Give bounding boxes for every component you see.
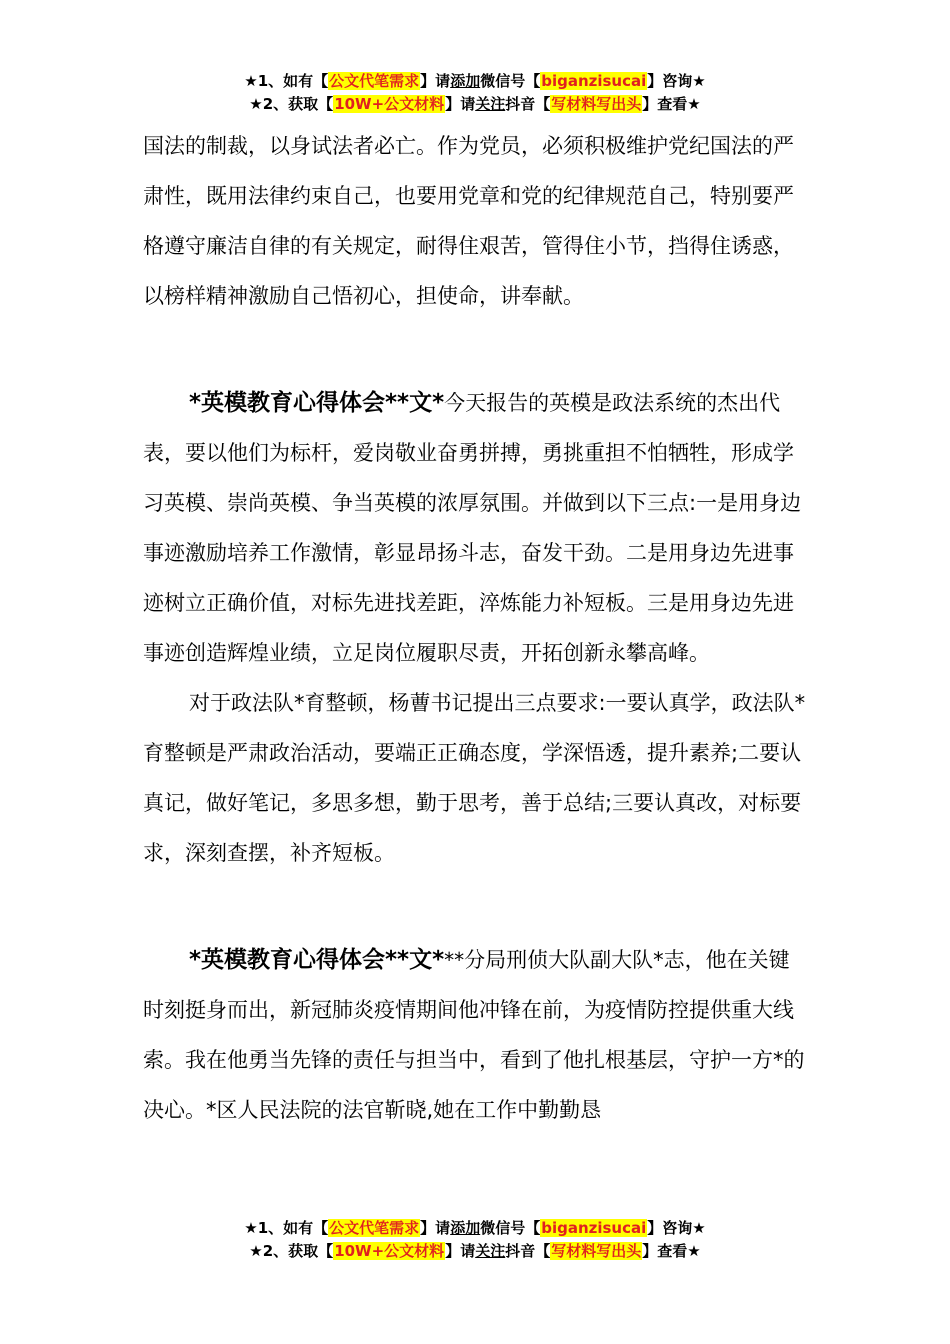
banner-text: 】查看★ — [642, 1242, 701, 1260]
highlight-badge: 公文代笔需求 — [329, 72, 420, 90]
banner-underlined-text: 添加 — [450, 1219, 481, 1237]
paragraph-2 — [143, 378, 808, 678]
banner-text: 】请 — [445, 95, 476, 113]
banner-line-2 — [0, 93, 950, 116]
paragraph-4-text: 分局刑侦大队副大队*志，他在关键时刻挺身而出，新冠肺炎疫情期间他冲锋在前，为疫情防控提供重大线索。我在他勇当先锋的责任与担当中，看到了他扎根基层，守护一方*的决心。*区人民法院的法官靳晓,她在工作中勤勤恳 — [143, 948, 805, 1122]
paragraph-gap — [143, 321, 808, 378]
banner-line-2 — [0, 1240, 950, 1263]
paragraph-2-text: 今天报告的英模是政法系统的杰出代表，要以他们为标杆，爱岗敬业奋勇拼搏，勇挑重担不怕牺牲，形成学习英模、崇尚英模、争当英模的浓厚氛围。并做到以下三点:一是用身边事迹激励培养工作激情，彰显昂扬斗志，奋发干劲。二是用身边先进事迹树立正确价值，对标先进找差距，淬炼能力补短板。三是用身边先进事迹创造辉煌业绩，立足岗位履职尽责，开拓创新永攀高峰。 — [143, 391, 802, 665]
banner-text: 】请 — [445, 1242, 476, 1260]
header-banner — [0, 70, 950, 116]
document-body — [143, 121, 808, 1135]
paragraph-1: 国法的制裁，以身试法者必亡。作为党员，必须积极维护党纪国法的严肃性，既用法律约束自己，也要用党章和党的纪律规范自己，特别要严格遵守廉洁自律的有关规定，耐得住艰苦，管得住小节，挡得住诱惑，以榜样精神激励自己悟初心，担使命，讲奉献。 — [143, 134, 794, 308]
paragraph-3: 对于政法队*育整顿，杨蓸书记提出三点要求:一要认真学，政法队*育整顿是严肃政治活动，要端正正确态度，学深悟透，提升素养;二要认真记，做好笔记，多思多想，勤于思考，善于总结;三要认真改，对标要求，深刻查摆，补齐短板。 — [143, 691, 806, 865]
banner-text: ★2、获取【 — [249, 95, 334, 113]
banner-underlined-text: 关注 — [475, 95, 506, 113]
douyin-id-highlight: 写材料写出头 — [551, 1242, 642, 1260]
wechat-id-highlight: biganzisucai — [541, 72, 647, 90]
banner-text: 微信号【 — [480, 72, 541, 90]
highlight-badge: 10W+公文材料 — [334, 95, 445, 113]
wechat-id-highlight: biganzisucai — [541, 1219, 647, 1237]
asterisk-text: ** — [444, 948, 465, 972]
banner-line-1 — [0, 1217, 950, 1240]
banner-text: 微信号【 — [480, 1219, 541, 1237]
banner-text: 】查看★ — [642, 95, 701, 113]
banner-text: 】请 — [420, 1219, 451, 1237]
banner-text: 】请 — [420, 72, 451, 90]
banner-line-1 — [0, 70, 950, 93]
banner-text: ★1、如有【 — [244, 72, 329, 90]
banner-text: 抖音【 — [505, 1242, 551, 1260]
banner-text: ★2、获取【 — [249, 1242, 334, 1260]
banner-text: 】咨询★ — [647, 1219, 706, 1237]
banner-underlined-text: 添加 — [450, 72, 481, 90]
section-heading: *英模教育心得体会**文* — [189, 390, 445, 416]
banner-text: 】咨询★ — [647, 72, 706, 90]
footer-banner — [0, 1217, 950, 1263]
banner-underlined-text: 关注 — [475, 1242, 506, 1260]
paragraph-gap — [143, 878, 808, 935]
highlight-badge: 公文代笔需求 — [329, 1219, 420, 1237]
banner-text: 抖音【 — [505, 95, 551, 113]
section-heading: *英模教育心得体会**文* — [189, 947, 445, 973]
douyin-id-highlight: 写材料写出头 — [551, 95, 642, 113]
banner-text: ★1、如有【 — [244, 1219, 329, 1237]
highlight-badge: 10W+公文材料 — [334, 1242, 445, 1260]
paragraph-4 — [143, 935, 808, 1135]
